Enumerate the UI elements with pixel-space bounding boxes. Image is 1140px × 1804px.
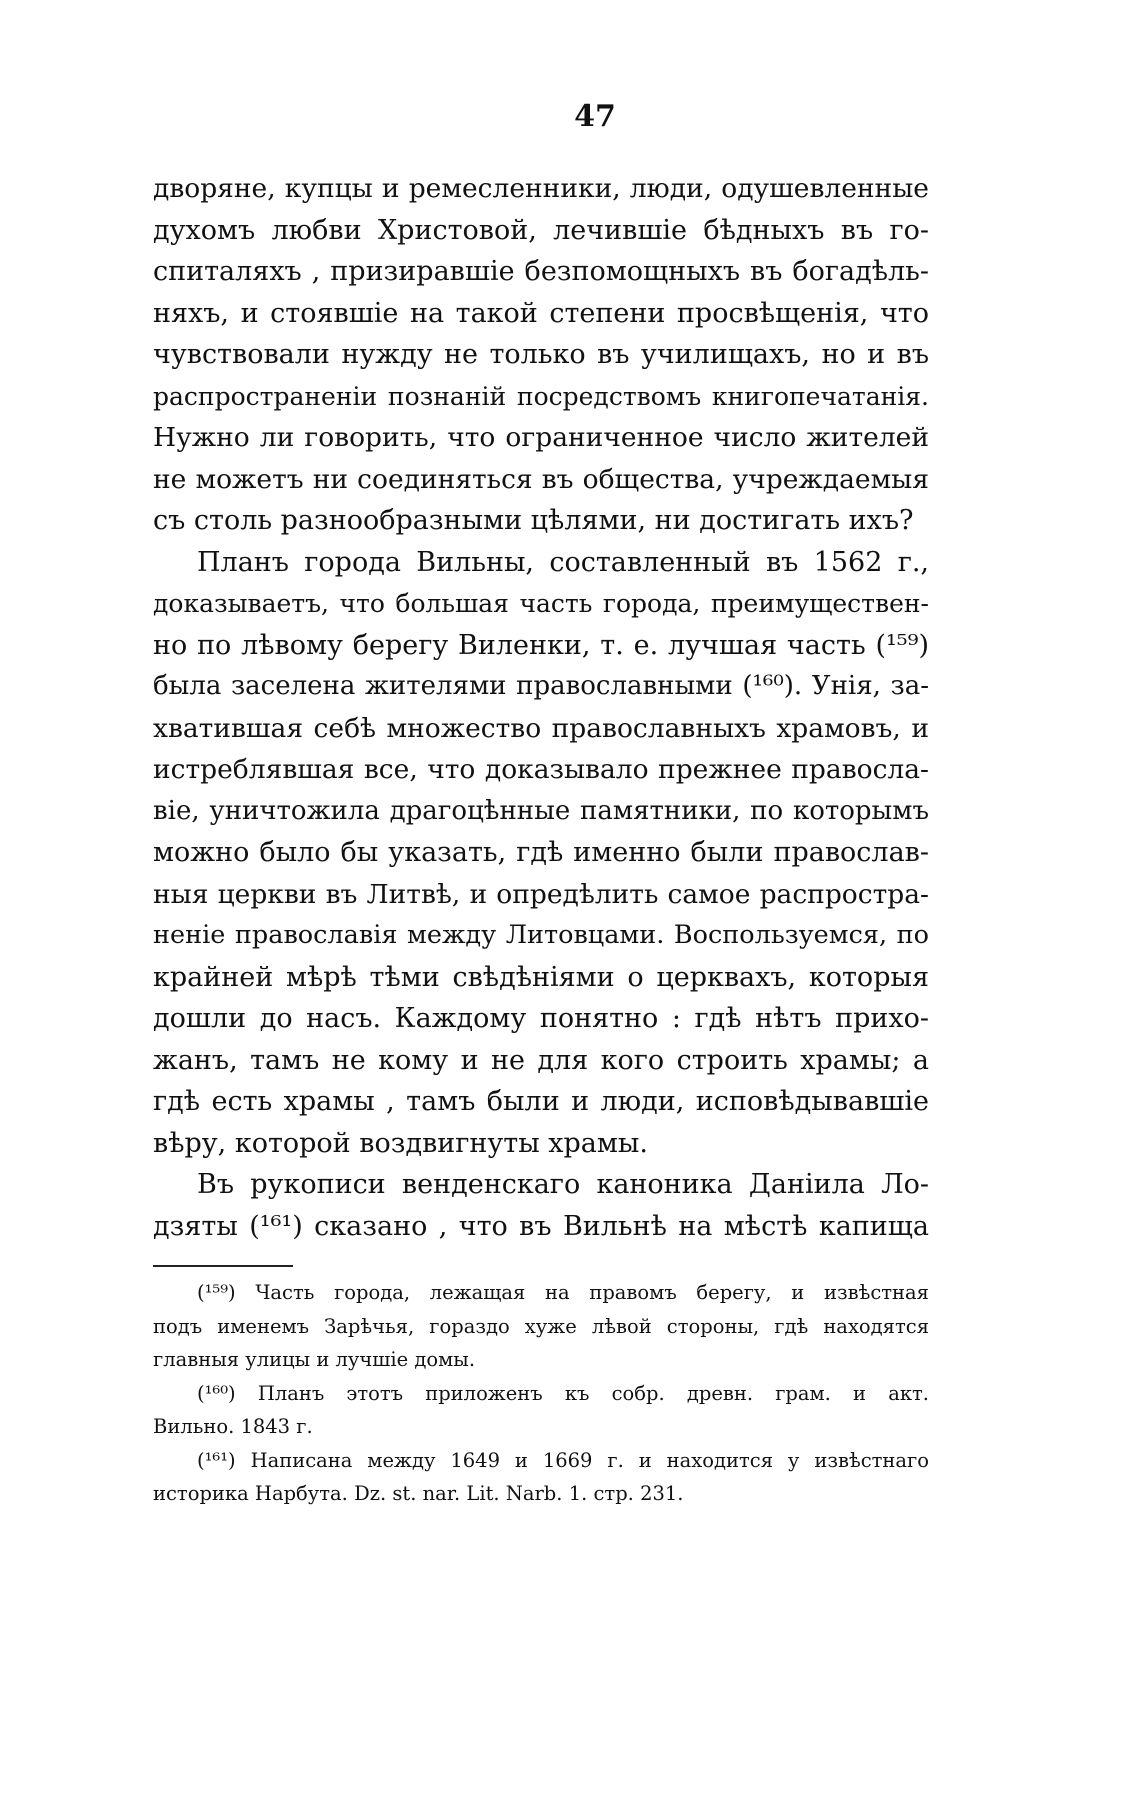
text-line: чувствовали нужду не только въ училищахъ, но и въ [153,339,929,370]
footnote-line: Вильно. 1843 г. [153,1415,313,1438]
main-text [153,168,929,1247]
text-line: вѣру, которой воздвигнуты храмы. [153,1127,648,1159]
text-line: была заселена жителями православными (¹⁶⁰). Унія, за- [153,671,929,701]
text-line: Нужно ли говорить, что ограниченное число жителей [153,422,929,453]
text-line: жанъ, тамъ не кому и не для кого строить храмы; а [153,1044,929,1076]
footnote-line: (¹⁶⁰) Планъ этотъ приложенъ къ собр. древн. грам. и акт. [197,1381,929,1405]
page-number: 47 [574,99,616,134]
text-line: дошли до насъ. Каждому понятно : гдѣ нѣтъ прихо- [153,1003,929,1034]
text-line: дзяты (¹⁶¹) сказано , что въ Вильнѣ на мѣстѣ капища [153,1210,929,1242]
text-line: истреблявшая все, что доказывало прежнее правосла- [153,754,929,785]
text-line: но по лѣвому берегу Виленки, т. е. лучшая часть (¹⁵⁹) [153,629,929,661]
footnotes [153,1276,929,1511]
text-line: няхъ, и стоявшіе на такой степени просвѣщенія, что [153,297,929,329]
text-line: духомъ любви Христовой, лечившіе бѣдныхъ въ го- [153,214,929,246]
footnote-line: (¹⁵⁹) Часть города, лежащая на правомъ берегу, и извѣстная [197,1281,929,1304]
text-line: Планъ города Вильны, составленный въ 1562 г., [197,546,929,578]
footnote-line: подъ именемъ Зарѣчья, гораздо хуже лѣвой стороны, гдѣ находятся [153,1314,929,1338]
text-line: хватившая себѣ множество православныхъ храмовъ, и [153,712,929,744]
text-line: не можетъ ни соединяться въ общества, учреждаемыя [153,463,929,495]
footnote-line: (¹⁶¹) Написана между 1649 и 1669 г. и находится у извѣстнаго [197,1448,929,1472]
footnote-line: историка Нарбута. Dz. st. nar. Lit. Narb. 1. стр. 231. [153,1482,684,1505]
text-line: дворяне, купцы и ремесленники, люди, одушевленные [153,173,929,204]
text-line: неніе православія между Литовцами. Воспользуемся, по [153,920,929,950]
footnote-line: главныя улицы и лучшіе домы. [153,1348,476,1371]
text-line: Въ рукописи венденскаго каноника Даніила Ло- [197,1169,929,1200]
text-line: крайней мѣрѣ тѣми свѣдѣніями о церквахъ, которыя [153,961,929,993]
text-line: распространеніи познаній посредствомъ книгопечатанія. [153,381,929,411]
text-line: съ столь разнообразными цѣлями, ни достигать ихъ? [153,505,914,536]
footnote-separator [153,1265,293,1267]
text-line: віе, уничтожила драгоцѣнные памятники, по которымъ [153,795,929,826]
text-line: спиталяхъ , призиравшіе безпомощныхъ въ богадѣль- [153,256,929,287]
text-line: можно было бы указать, гдѣ именно были православ- [153,837,929,868]
text-line: доказываетъ, что большая часть города, преимуществен- [153,589,929,618]
text-line: гдѣ есть храмы , тамъ были и люди, исповѣдывавшіе [153,1086,929,1117]
text-line: ныя церкви въ Литвѣ, и опредѣлить самое распростра- [153,878,929,910]
